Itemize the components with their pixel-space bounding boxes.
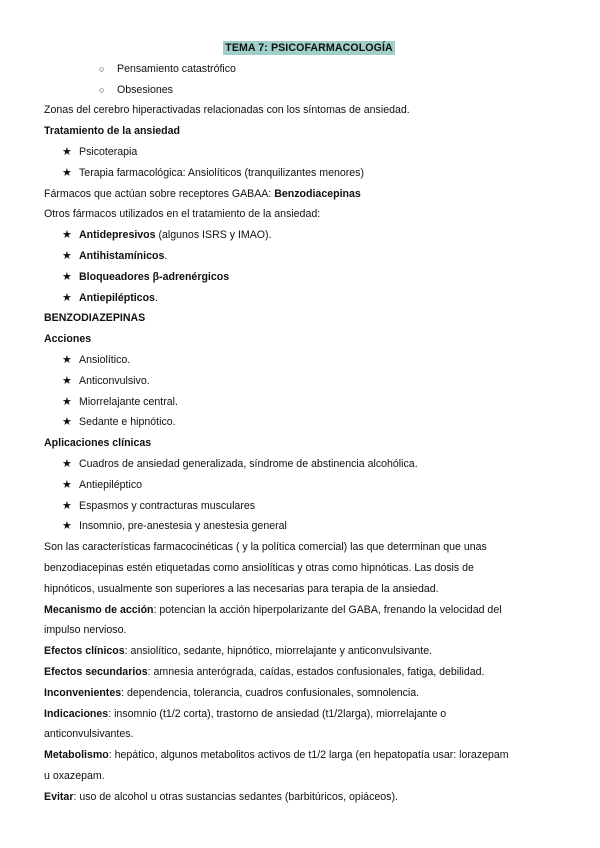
star-icon: ★ xyxy=(62,270,72,283)
document-page xyxy=(44,38,564,807)
acciones-heading: Acciones xyxy=(44,333,92,346)
star-icon: ★ xyxy=(62,520,72,533)
sub-item: ○ Obsesiones xyxy=(44,80,564,101)
zonas-line: Zonas del cerebro hiperactivadas relacionadas con los síntomas de ansiedad. xyxy=(44,104,410,117)
indicaciones-line-2: anticonvulsivantes. xyxy=(44,728,134,741)
star-icon: ★ xyxy=(62,229,72,242)
efectos-secundarios-line: Efectos secundarios: amnesia anterógrada, caídas, estados confusionales, fatiga, debilidad. xyxy=(44,665,485,678)
star-icon: ★ xyxy=(62,416,72,429)
title-line xyxy=(44,38,564,59)
mecanismo-line: Mecanismo de acción: potencian la acción hiperpolarizante del GABA, frenando la velocidad del xyxy=(44,603,502,616)
star-icon: ★ xyxy=(62,395,72,408)
star-item: ★ Antiepilépticos. xyxy=(44,288,564,309)
star-icon: ★ xyxy=(62,249,72,262)
star-icon: ★ xyxy=(62,291,72,304)
aplicaciones-heading: Aplicaciones clínicas xyxy=(44,437,152,450)
star-icon: ★ xyxy=(62,166,72,179)
star-item: ★ Psicoterapia xyxy=(44,142,564,163)
star-item: ★ Espasmos y contracturas musculares xyxy=(44,496,564,517)
paragraph-line: hipnóticos, usualmente son superiores a las necesarias para terapia de la ansiedad. xyxy=(44,582,439,595)
star-item: ★ Bloqueadores β-adrenérgicos xyxy=(44,267,564,288)
star-icon: ★ xyxy=(62,374,72,387)
star-icon: ★ xyxy=(62,145,72,158)
inconvenientes-line: Inconvenientes: dependencia, tolerancia, cuadros confusionales, somnolencia. xyxy=(44,686,420,699)
gabaa-line: Fármacos que actúan sobre receptores GABAA: Benzodiacepinas xyxy=(44,187,361,200)
star-item: ★ Anticonvulsivo. xyxy=(44,371,564,392)
star-item: ★ Antidepresivos (algunos ISRS y IMAO). xyxy=(44,225,564,246)
star-icon: ★ xyxy=(62,499,72,512)
star-item: ★ Terapia farmacológica: Ansiolíticos (tranquilizantes menores) xyxy=(44,163,564,184)
sub-item: ○ Pensamiento catastrófico xyxy=(44,59,564,80)
metabolismo-line: Metabolismo: hepático, algunos metabolitos activos de t1/2 larga (en hepatopatía usar: lorazepam xyxy=(44,749,509,762)
star-item: ★ Miorrelajante central. xyxy=(44,392,564,413)
paragraph-line: Son las características farmacocinéticas ( y la política comercial) las que determinan que unas xyxy=(44,541,487,554)
indicaciones-line: Indicaciones: insomnio (t1/2 corta), trastorno de ansiedad (t1/2larga), miorrelajante o xyxy=(44,707,447,720)
star-item: ★ Antiepiléptico xyxy=(44,475,564,496)
star-item: ★ Antihistamínicos. xyxy=(44,246,564,267)
metabolismo-line-2: u oxazepam. xyxy=(44,769,105,782)
benzo-heading: BENZODIAZEPINAS xyxy=(44,312,146,325)
circle-bullet-icon: ○ xyxy=(99,84,105,95)
efectos-clinicos-line: Efectos clínicos: ansiolítico, sedante, hipnótico, miorrelajante y anticonvulsivante. xyxy=(44,645,433,658)
star-icon: ★ xyxy=(62,457,72,470)
star-icon: ★ xyxy=(62,353,72,366)
evitar-line: Evitar: uso de alcohol u otras sustancias sedantes (barbitúricos, opiáceos). xyxy=(44,790,398,803)
page-title: TEMA 7: PSICOFARMACOLOGÍA xyxy=(225,42,393,54)
circle-bullet-icon: ○ xyxy=(99,63,105,74)
star-item: ★ Sedante e hipnótico. xyxy=(44,412,564,433)
star-icon: ★ xyxy=(62,478,72,491)
paragraph-line: benzodiacepinas estén etiquetadas como ansiolíticas y otras como hipnóticas. Las dosis de xyxy=(44,561,474,574)
star-item: ★ Cuadros de ansiedad generalizada, síndrome de abstinencia alcohólica. xyxy=(44,454,564,475)
otros-intro: Otros fármacos utilizados en el tratamiento de la ansiedad: xyxy=(44,208,321,221)
star-item: ★ Ansiolítico. xyxy=(44,350,564,371)
tratamiento-heading: Tratamiento de la ansiedad xyxy=(44,125,180,138)
mecanismo-line-2: impulso nervioso. xyxy=(44,624,127,637)
star-item: ★ Insomnio, pre-anestesia y anestesia general xyxy=(44,516,564,537)
